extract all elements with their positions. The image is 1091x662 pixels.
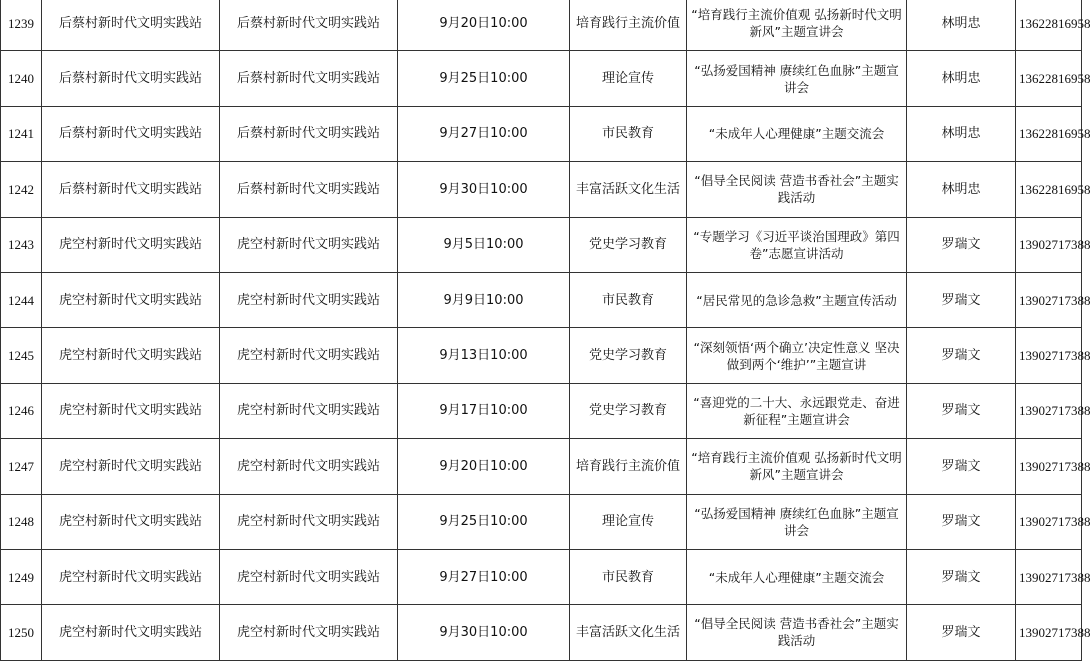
activity-category: 市民教育 [570,106,687,161]
activity-category: 培育践行主流价值 [570,0,687,51]
activity-topic: “培育践行主流价值观 弘扬新时代文明新风”主题宣讲会 [687,439,907,494]
venue-name: 虎空村新时代文明实践站 [220,383,398,438]
contact-phone: 13902717388 [1016,272,1082,327]
station-name: 虎空村新时代文明实践站 [42,328,220,383]
row-number: 1246 [1,383,42,438]
contact-phone: 13902717388 [1016,439,1082,494]
station-name: 虎空村新时代文明实践站 [42,439,220,494]
table-row [1,494,1082,549]
activity-date: 9月5日10:00 [398,217,570,272]
activity-date: 9月9日10:00 [398,272,570,327]
table-row [1,605,1082,660]
row-number: 1248 [1,494,42,549]
contact-person: 罗瑞文 [907,549,1016,604]
row-number: 1249 [1,549,42,604]
contact-person: 罗瑞文 [907,494,1016,549]
contact-phone: 13622816958 [1016,106,1082,161]
activity-category: 理论宣传 [570,51,687,106]
activity-topic: “喜迎党的二十大、永远跟党走、奋进新征程”主题宣讲会 [687,383,907,438]
table-row [1,383,1082,438]
row-number: 1250 [1,605,42,660]
contact-phone: 13902717388 [1016,217,1082,272]
row-number: 1243 [1,217,42,272]
activity-topic: “未成年人心理健康”主题交流会 [687,549,907,604]
activity-category: 培育践行主流价值 [570,439,687,494]
activity-topic: “居民常见的急诊急救”主题宣传活动 [687,272,907,327]
venue-name: 虎空村新时代文明实践站 [220,217,398,272]
table-body [1,0,1091,660]
venue-name: 后蔡村新时代文明实践站 [220,51,398,106]
table-row [1,549,1082,604]
activity-date: 9月13日10:00 [398,328,570,383]
activity-category: 理论宣传 [570,494,687,549]
venue-name: 后蔡村新时代文明实践站 [220,106,398,161]
contact-person: 林明忠 [907,162,1016,217]
activity-topic: “倡导全民阅读 营造书香社会”主题实践活动 [687,162,907,217]
contact-phone: 13902717388 [1016,549,1082,604]
activity-category: 党史学习教育 [570,328,687,383]
contact-phone: 13902717388 [1016,383,1082,438]
table-row [1,162,1082,217]
activity-category: 丰富活跃文化生活 [570,605,687,660]
row-number: 1239 [1,0,42,51]
contact-person: 罗瑞文 [907,383,1016,438]
activity-date: 9月27日10:00 [398,106,570,161]
activity-topic: “弘扬爱国精神 赓续红色血脉”主题宣讲会 [687,494,907,549]
station-name: 虎空村新时代文明实践站 [42,217,220,272]
table-row [1,51,1082,106]
activity-category: 市民教育 [570,549,687,604]
venue-name: 后蔡村新时代文明实践站 [220,162,398,217]
contact-person: 林明忠 [907,0,1016,51]
venue-name: 虎空村新时代文明实践站 [220,439,398,494]
station-name: 虎空村新时代文明实践站 [42,383,220,438]
table-row [1,272,1082,327]
activity-category: 党史学习教育 [570,383,687,438]
table-row [1,439,1082,494]
venue-name: 虎空村新时代文明实践站 [220,549,398,604]
contact-person: 罗瑞文 [907,605,1016,660]
venue-name: 虎空村新时代文明实践站 [220,272,398,327]
station-name: 虎空村新时代文明实践站 [42,494,220,549]
contact-person: 罗瑞文 [907,439,1016,494]
contact-person: 罗瑞文 [907,272,1016,327]
venue-name: 虎空村新时代文明实践站 [220,328,398,383]
table-row [1,217,1082,272]
activity-date: 9月25日10:00 [398,494,570,549]
activity-topic: “倡导全民阅读 营造书香社会”主题实践活动 [687,605,907,660]
activity-category: 市民教育 [570,272,687,327]
station-name: 后蔡村新时代文明实践站 [42,0,220,51]
contact-person: 林明忠 [907,106,1016,161]
venue-name: 虎空村新时代文明实践站 [220,494,398,549]
row-number: 1245 [1,328,42,383]
activity-topic: “未成年人心理健康”主题交流会 [687,106,907,161]
table-row [1,106,1082,161]
station-name: 后蔡村新时代文明实践站 [42,51,220,106]
row-number: 1244 [1,272,42,327]
venue-name: 虎空村新时代文明实践站 [220,605,398,660]
activity-topic: “培育践行主流价值观 弘扬新时代文明新风”主题宣讲会 [687,0,907,51]
activity-date: 9月30日10:00 [398,605,570,660]
activity-topic: “深刻领悟‘两个确立’决定性意义 坚决做到两个‘维护’”主题宣讲 [687,328,907,383]
contact-person: 林明忠 [907,51,1016,106]
contact-phone: 13902717388 [1016,605,1082,660]
activity-date: 9月20日10:00 [398,0,570,51]
row-number: 1247 [1,439,42,494]
activity-topic: “专题学习《习近平谈治国理政》第四卷”志愿宣讲活动 [687,217,907,272]
activity-topic: “弘扬爱国精神 赓续红色血脉”主题宣讲会 [687,51,907,106]
table-row [1,0,1082,51]
station-name: 后蔡村新时代文明实践站 [42,162,220,217]
activity-date: 9月20日10:00 [398,439,570,494]
contact-phone: 13622816958 [1016,0,1082,51]
activity-date: 9月25日10:00 [398,51,570,106]
station-name: 虎空村新时代文明实践站 [42,605,220,660]
contact-phone: 13622816958 [1016,162,1082,217]
row-number: 1241 [1,106,42,161]
row-number: 1242 [1,162,42,217]
contact-phone: 13902717388 [1016,494,1082,549]
activity-date: 9月27日10:00 [398,549,570,604]
contact-phone: 13622816958 [1016,51,1082,106]
activity-category: 党史学习教育 [570,217,687,272]
table-row [1,328,1082,383]
activity-date: 9月30日10:00 [398,162,570,217]
station-name: 虎空村新时代文明实践站 [42,272,220,327]
row-number: 1240 [1,51,42,106]
station-name: 虎空村新时代文明实践站 [42,549,220,604]
venue-name: 后蔡村新时代文明实践站 [220,0,398,51]
contact-person: 罗瑞文 [907,217,1016,272]
contact-phone: 13902717388 [1016,328,1082,383]
station-name: 后蔡村新时代文明实践站 [42,106,220,161]
activity-date: 9月17日10:00 [398,383,570,438]
contact-person: 罗瑞文 [907,328,1016,383]
activity-category: 丰富活跃文化生活 [570,162,687,217]
